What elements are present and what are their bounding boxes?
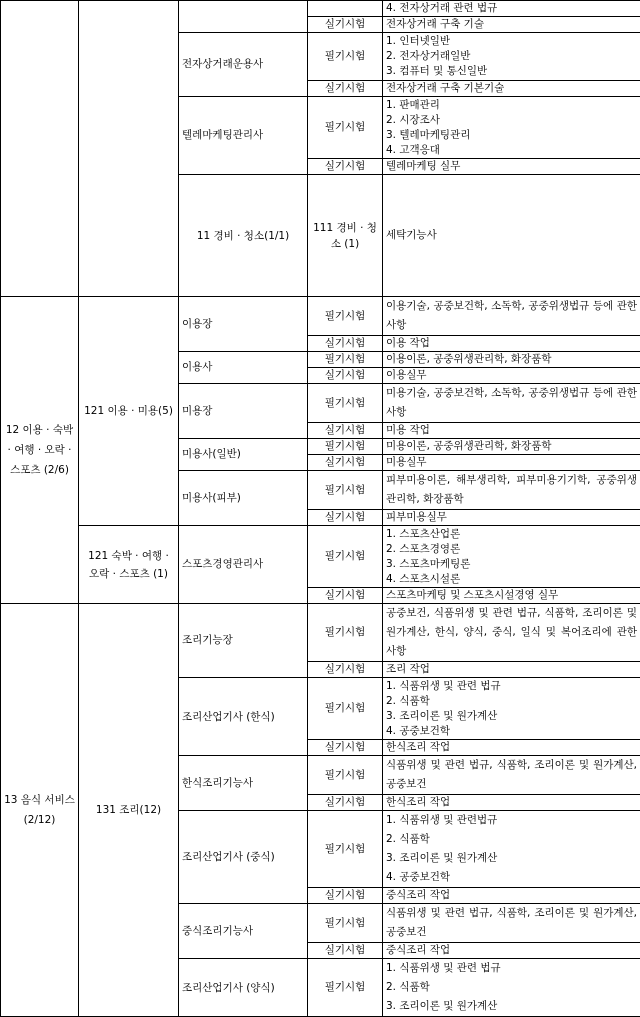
exam-subjects: 1. 식품위생 및 관련법규 2. 식품학 3. 조리이론 및 원가계산 4. 공중보건학 bbox=[383, 811, 640, 888]
exam-type: 실기시험 bbox=[308, 81, 383, 97]
exam-type: 실기시험 bbox=[308, 588, 383, 604]
exam-type: 필기시험 bbox=[308, 604, 383, 662]
exam-subjects: 피부미용실무 bbox=[383, 510, 640, 526]
exam-subjects: 전자상거래 구축 기본기술 bbox=[383, 81, 640, 97]
exam-type: 필기시험 bbox=[308, 33, 383, 81]
exam-type: 필기시험 bbox=[308, 97, 383, 159]
qualification-name: 조리산업기사 (한식) bbox=[179, 678, 308, 756]
exam-type: 필기시험 bbox=[308, 352, 383, 368]
exam-type: 실기시험 bbox=[308, 795, 383, 811]
exam-type bbox=[308, 1, 383, 17]
exam-subjects: 한식조리 작업 bbox=[383, 795, 640, 811]
exam-type: 실기시험 bbox=[308, 17, 383, 33]
exam-subjects: 전자상거래 구축 기술 bbox=[383, 17, 640, 33]
exam-subjects: 1. 식품위생 및 관련 법규 2. 식품학 3. 조리이론 및 원가계산 4. 공중보건학 bbox=[383, 678, 640, 740]
qualification-name: 미용사(피부) bbox=[179, 471, 308, 526]
exam-subjects: 공중보건, 식품위생 및 관련 법규, 식품학, 조리이론 및 원가계산, 한식, 양식, 중식, 일식 및 복어조리에 관한 사항 bbox=[383, 604, 640, 662]
exam-subjects: 미용기술, 공중보건학, 소독학, 공중위생법규 등에 관한 사항 bbox=[383, 384, 640, 423]
qualification-name: 조리산업기사 (양식) bbox=[179, 959, 308, 1017]
major-category-cell: 13 음식 서비스 (2/12) bbox=[1, 604, 79, 1017]
major-category-cell: 11 경비 · 청소(1/1) bbox=[179, 175, 308, 297]
exam-subjects: 1. 인터넷일반 2. 전자상거래일반 3. 컴퓨터 및 통신일반 bbox=[383, 33, 640, 81]
mid-category-cell: 131 조리(12) bbox=[79, 604, 179, 1017]
qualification-name: 미용장 bbox=[179, 384, 308, 439]
exam-type: 필기시험 bbox=[308, 439, 383, 455]
qualification-name: 세탁기능사 bbox=[383, 175, 640, 297]
qualification-name: 중식조리기능사 bbox=[179, 904, 308, 959]
exam-subjects: 중식조리 작업 bbox=[383, 888, 640, 904]
mid-category-cell: 121 숙박 · 여행 · 오락 · 스포츠 (1) bbox=[79, 526, 179, 604]
mid-category-cell: 121 이용 · 미용(5) bbox=[79, 297, 179, 526]
qualification-name: 이용사 bbox=[179, 352, 308, 384]
exam-type: 실기시험 bbox=[308, 943, 383, 959]
exam-type: 실기시험 bbox=[308, 159, 383, 175]
exam-type: 실기시험 bbox=[308, 455, 383, 471]
qualification-name: 전자상거래운용사 bbox=[179, 33, 308, 97]
mid-category-cell bbox=[79, 1, 179, 297]
exam-type: 실기시험 bbox=[308, 888, 383, 904]
mid-category-cell: 111 경비 · 청소 (1) bbox=[308, 175, 383, 297]
exam-subjects: 피부미용이론, 해부생리학, 피부미용기기학, 공중위생관리학, 화장품학 bbox=[383, 471, 640, 510]
exam-type: 필기시험 bbox=[308, 297, 383, 336]
qualification-name: 조리기능장 bbox=[179, 604, 308, 678]
exam-subjects: 이용실무 bbox=[383, 368, 640, 384]
exam-subjects: 식품위생 및 관련 법규, 식품학, 조리이론 및 원가계산, 공중보건 bbox=[383, 756, 640, 795]
exam-subjects: 텔레마케팅 실무 bbox=[383, 159, 640, 175]
exam-subjects: 미용이론, 공중위생관리학, 화장품학 bbox=[383, 439, 640, 455]
qualification-name: 텔레마케팅관리사 bbox=[179, 97, 308, 175]
exam-subjects: 1. 판매관리 2. 시장조사 3. 텔레마케팅관리 4. 고객응대 bbox=[383, 97, 640, 159]
qualification-name: 이용장 bbox=[179, 297, 308, 352]
exam-type: 실기시험 bbox=[308, 368, 383, 384]
exam-type: 실기시험 bbox=[308, 336, 383, 352]
exam-type: 실기시험 bbox=[308, 510, 383, 526]
exam-type: 필기시험 bbox=[308, 811, 383, 888]
major-category-cell bbox=[1, 1, 79, 297]
exam-type: 실기시험 bbox=[308, 662, 383, 678]
exam-type: 실기시험 bbox=[308, 740, 383, 756]
exam-subjects: 이용기술, 공중보건학, 소독학, 공중위생법규 등에 관한 사항 bbox=[383, 297, 640, 336]
exam-type: 필기시험 bbox=[308, 756, 383, 795]
exam-subjects: 식품위생 및 관련 법규, 식품학, 조리이론 및 원가계산, 공중보건 bbox=[383, 904, 640, 943]
qualification-name: 한식조리기능사 bbox=[179, 756, 308, 811]
exam-subjects: 1. 스포츠산업론 2. 스포츠경영론 3. 스포츠마케팅론 4. 스포츠시설론 bbox=[383, 526, 640, 588]
exam-subjects: 한식조리 작업 bbox=[383, 740, 640, 756]
qualification-name bbox=[179, 1, 308, 33]
exam-subjects: 조리 작업 bbox=[383, 662, 640, 678]
exam-subjects: 4. 전자상거래 관련 법규 bbox=[383, 1, 640, 17]
exam-subjects: 미용 작업 bbox=[383, 423, 640, 439]
exam-type: 필기시험 bbox=[308, 904, 383, 943]
exam-type: 필기시험 bbox=[308, 471, 383, 510]
exam-type: 필기시험 bbox=[308, 384, 383, 423]
exam-type: 필기시험 bbox=[308, 959, 383, 1017]
exam-type: 실기시험 bbox=[308, 423, 383, 439]
major-category-cell: 12 이용 · 숙박 · 여행 · 오락 · 스포츠 (2/6) bbox=[1, 297, 79, 604]
qualification-name: 조리산업기사 (중식) bbox=[179, 811, 308, 904]
qualification-name: 미용사(일반) bbox=[179, 439, 308, 471]
exam-subjects: 중식조리 작업 bbox=[383, 943, 640, 959]
exam-type: 필기시험 bbox=[308, 678, 383, 740]
exam-subjects: 이용 작업 bbox=[383, 336, 640, 352]
exam-subjects: 스포츠마케팅 및 스포츠시설경영 실무 bbox=[383, 588, 640, 604]
exam-type: 필기시험 bbox=[308, 526, 383, 588]
exam-subjects: 이용이론, 공중위생관리학, 화장품학 bbox=[383, 352, 640, 368]
qualification-name: 스포츠경영관리사 bbox=[179, 526, 308, 604]
exam-subjects: 미용실무 bbox=[383, 455, 640, 471]
exam-subjects: 1. 식품위생 및 관련 법규 2. 식품학 3. 조리이론 및 원가계산 bbox=[383, 959, 640, 1017]
